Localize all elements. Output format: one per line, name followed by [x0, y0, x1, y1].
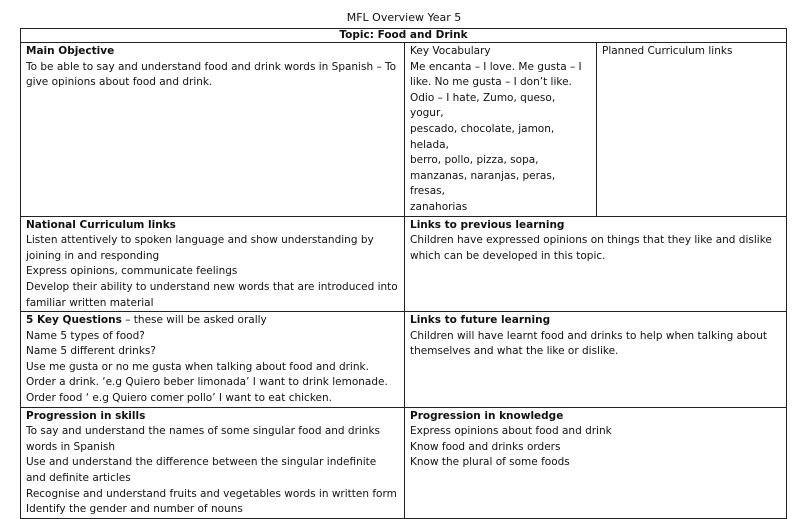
key-vocabulary-line: like. No me gusta – I don’t like. — [410, 76, 572, 89]
main-objective-line: give opinions about food and drink. — [26, 76, 213, 89]
progression-knowledge-cell — [405, 407, 787, 518]
key-questions-header-line — [26, 313, 399, 329]
progression-skills-heading: Progression in skills — [26, 409, 146, 422]
progression-knowledge-line: Know food and drinks orders — [410, 440, 561, 453]
key-vocabulary-line: berro, pollo, pizza, sopa, — [410, 154, 539, 167]
progression-skills-line: To say and understand the names of some singular food and drinks — [26, 425, 381, 438]
national-curriculum-line: joining in and responding — [26, 249, 160, 262]
key-vocabulary-line: zanahorias — [410, 200, 468, 213]
national-curriculum-line: Listen attentively to spoken language and show understanding by — [26, 234, 374, 247]
progression-skills-line: and definite articles — [26, 472, 131, 485]
key-vocabulary-line: pescado, chocolate, jamon, helada, — [410, 122, 555, 151]
future-learning-line: themselves and what the like or dislike. — [410, 345, 619, 358]
progression-skills-line: words in Spanish — [26, 440, 115, 453]
key-vocabulary-line: manzanas, naranjas, peras, fresas, — [410, 169, 556, 198]
previous-learning-heading: Links to previous learning — [410, 218, 565, 231]
progression-knowledge-heading: Progression in knowledge — [410, 409, 564, 422]
future-learning-line: Children will have learnt food and drinks to help when talking about — [410, 329, 767, 342]
previous-learning-line: Children have expressed opinions on things that they like and dislike — [410, 234, 772, 247]
progression-skills-line: Identify the gender and number of nouns — [26, 503, 243, 516]
key-question-line: Order a drink. ‘e.g Quiero beber limonada’ I want to drink lemonade. — [26, 376, 388, 389]
key-question-line: Order food ‘ e.g Quiero comer pollo’ I want to eat chicken. — [26, 392, 332, 405]
main-objective-cell — [21, 43, 405, 217]
future-learning-heading: Links to future learning — [410, 314, 551, 327]
overview-table — [20, 28, 787, 519]
progression-skills-line: Use and understand the difference between the singular indefinite — [26, 456, 377, 469]
previous-learning-cell — [405, 216, 787, 312]
progression-skills-cell — [21, 407, 405, 518]
national-curriculum-links-heading: National Curriculum links — [26, 218, 176, 231]
key-vocabulary-cell — [405, 43, 597, 217]
key-questions-heading: 5 Key Questions — [26, 314, 122, 327]
progression-skills-line: Recognise and understand fruits and vegetables words in written form — [26, 487, 397, 500]
key-vocabulary-line: Me encanta – I love. Me gusta – I — [410, 60, 582, 73]
topic-header: Topic: Food and Drink — [21, 29, 787, 43]
key-question-line: Name 5 different drinks? — [26, 345, 156, 358]
document-title: MFL Overview Year 5 — [346, 11, 462, 24]
key-questions-cell — [21, 312, 405, 408]
national-curriculum-line: Develop their ability to understand new words that are introduced into — [26, 280, 398, 293]
key-question-line: Name 5 types of food? — [26, 329, 145, 342]
future-learning-cell — [405, 312, 787, 408]
key-questions-note: – these will be asked orally — [121, 314, 267, 327]
key-vocabulary-line: Odio – I hate, Zumo, queso, yogur, — [410, 91, 556, 120]
national-curriculum-links-cell — [21, 216, 405, 312]
key-question-line: Use me gusta or no me gusta when talking about food and drink. — [26, 360, 369, 373]
main-objective-line: To be able to say and understand food and drink words in Spanish – To — [26, 60, 397, 73]
national-curriculum-line: Express opinions, communicate feelings — [26, 265, 238, 278]
progression-knowledge-line: Know the plural of some foods — [410, 456, 570, 469]
national-curriculum-line: familiar written material — [26, 296, 154, 309]
planned-curriculum-links-cell — [597, 43, 787, 217]
previous-learning-line: which can be developed in this topic. — [410, 249, 606, 262]
main-objective-heading: Main Objective — [26, 45, 115, 57]
progression-knowledge-line: Express opinions about food and drink — [410, 425, 612, 438]
planned-curriculum-links-heading: Planned Curriculum links — [602, 45, 733, 57]
key-vocabulary-heading: Key Vocabulary — [410, 45, 491, 57]
